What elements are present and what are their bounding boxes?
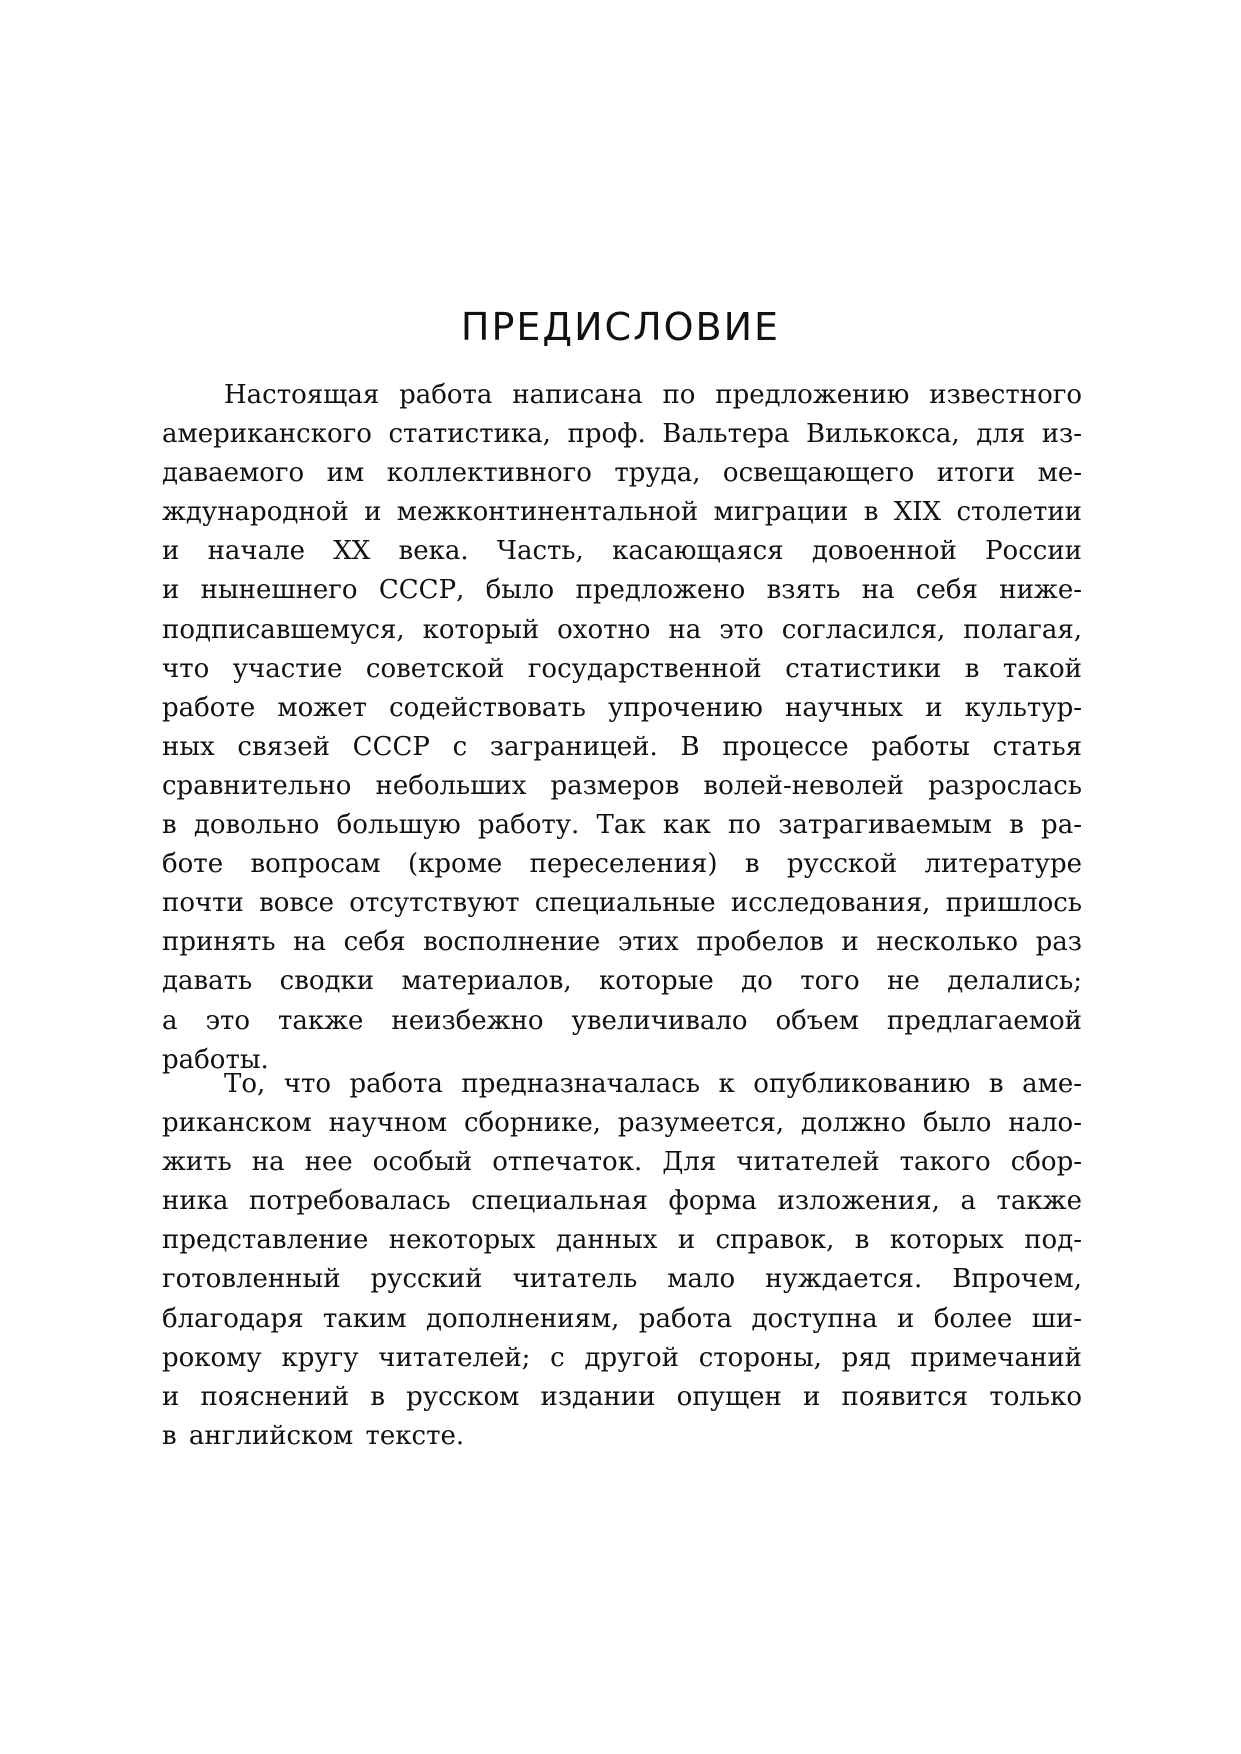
text-line: ждународной и межконтинентальной миграции в XIX столетии — [162, 497, 1082, 528]
page-title: ПРЕДИСЛОВИЕ — [460, 305, 781, 349]
text-line: рокому кругу читателей; с другой стороны, ряд примечаний — [162, 1342, 1082, 1373]
text-line: Настоящая работа написана по предложению известного — [224, 380, 1082, 410]
text-line: подписавшемуся, который охотно на это согласился, полагая, — [162, 614, 1082, 645]
text-line: в английском тексте. — [162, 1420, 465, 1451]
text-line: работы. — [162, 1044, 269, 1075]
text-line: готовленный русский читатель мало нуждается. Впрочем, — [162, 1264, 1082, 1295]
text-line: боте вопросам (кроме переселения) в русской литературе — [162, 849, 1082, 880]
text-line: риканском научном сборнике, разумеется, должно было нало- — [162, 1108, 1082, 1139]
text-line: благодаря таким дополнениям, работа доступна и более ши- — [162, 1303, 1082, 1334]
text-line: почти вовсе отсутствуют специальные исследования, пришлось — [162, 888, 1082, 919]
paragraph-2 — [162, 1065, 1082, 1456]
text-line: и пояснений в русском издании опущен и появится только — [162, 1381, 1082, 1412]
text-line: представление некоторых данных и справок, в которых под- — [162, 1225, 1082, 1256]
text-line: американского статистика, проф. Вальтера Вилькокса, для из- — [162, 419, 1082, 450]
text-line: давать сводки материалов, которые до того не делались; — [162, 966, 1082, 997]
text-line: жить на нее особый отпечаток. Для читателей такого сбор- — [162, 1147, 1082, 1178]
text-line: а это также неизбежно увеличивало объем предлагаемой — [162, 1005, 1082, 1036]
text-line: даваемого им коллективного труда, освещающего итоги ме- — [162, 458, 1082, 489]
text-line: и начале XX века. Часть, касающаяся довоенной России — [162, 536, 1082, 567]
text-line: в довольно большую работу. Так как по затрагиваемым в ра- — [162, 810, 1082, 841]
text-line: работе может содействовать упрочению научных и культур- — [162, 692, 1082, 723]
text-line: что участие советской государственной статистики в такой — [162, 653, 1082, 684]
paragraph-1 — [162, 376, 1082, 1080]
text-line: и нынешнего СССР, было предложено взять на себя ниже- — [162, 575, 1082, 606]
text-line: ных связей СССР с заграницей. В процессе работы статья — [162, 731, 1082, 762]
text-line: То, что работа предназначалась к опубликованию в аме- — [224, 1069, 1082, 1099]
text-line: сравнительно небольших размеров волей-неволей разрослась — [162, 770, 1082, 801]
text-line: принять на себя восполнение этих пробелов и несколько раз — [162, 927, 1082, 958]
text-line: ника потребовалась специальная форма изложения, а также — [162, 1186, 1082, 1217]
